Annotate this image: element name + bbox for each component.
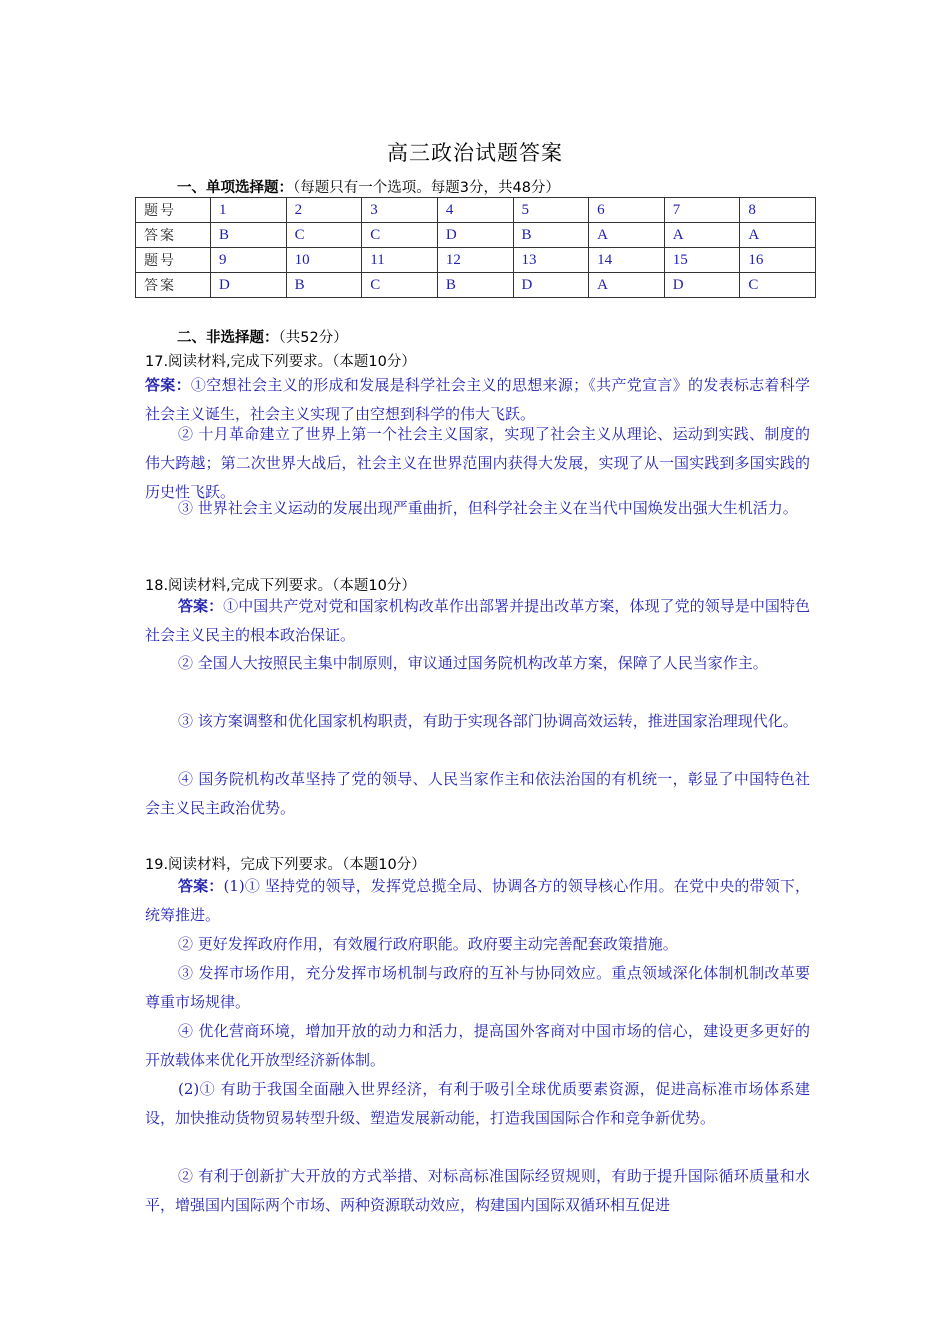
q17-answer-1-text: ①空想社会主义的形成和发展是科学社会主义的思想来源；《共产党宣言》的发表标志着科学社会主义诞生，社会主义实现了由空想到科学的伟大飞跃。 [145,376,810,423]
table-cell: 2 [286,198,362,223]
table-cell: 15 [664,248,740,273]
page-title: 高三政治试题答案 [387,141,563,165]
table-cell: 9 [211,248,287,273]
q17-answer-3: ③ 世界社会主义运动的发展出现严重曲折，但科学社会主义在当代中国焕发出强大生机活力。 [178,499,798,517]
table-cell: B [437,273,513,298]
q19-answer-2: ② 更好发挥政府作用，有效履行政府职能。政府要主动完善配套政策措施。 [178,935,678,953]
section1-heading [177,176,560,197]
section2-label: 二、非选择题： [177,330,279,346]
q19-answer-label: 答案： [178,877,224,895]
q19-answer-3: ③ 发挥市场作用，充分发挥市场机制与政府的互补与协同效应。重点领域深化体制机制改革要尊重市场规律。 [145,964,810,1011]
q18-score: （本题10分） [332,578,416,594]
table-cell: 6 [589,198,665,223]
table-cell: D [664,273,740,298]
table-cell: 8 [740,198,816,223]
q17-answer-2: ② 十月革命建立了世界上第一个社会主义国家，实现了社会主义从理论、运动到实践、制度的伟大跨越；第二次世界大战后，社会主义在世界范围内获得大发展，实现了从一国实践到多国实践的历史性飞跃。 [145,425,810,501]
q19-answer-1 [145,872,810,930]
table-cell: B [211,223,287,248]
row-label: 答案 [136,223,211,248]
table-cell: 5 [513,198,589,223]
table-cell: 10 [286,248,362,273]
table-cell: 4 [437,198,513,223]
q19-answer-4: ④ 优化营商环境，增加开放的动力和活力，提高国外客商对中国市场的信心，建设更多更好的开放载体来优化开放型经济新体制。 [145,1022,810,1069]
table-cell: 14 [589,248,665,273]
table-cell: C [740,273,816,298]
table-cell: C [362,223,438,248]
table-cell: B [513,223,589,248]
table-cell: A [740,223,816,248]
row-label: 答案 [136,273,211,298]
q18-answer-3: ③ 该方案调整和优化国家机构职责，有助于实现各部门协调高效运转，推进国家治理现代化。 [178,712,798,730]
table-cell: 16 [740,248,816,273]
table-cell: D [513,273,589,298]
q18-answer-2: ② 全国人大按照民主集中制原则，审议通过国务院机构改革方案，保障了人民当家作主。 [178,654,768,672]
q17-prompt-text: 17.阅读材料,完成下列要求。 [145,354,333,370]
table-cell: 7 [664,198,740,223]
q18-answer-1-text: ①中国共产党对党和国家机构改革作出部署并提出改革方案，体现了党的领导是中国特色社会主义民主的根本政治保证。 [145,597,810,644]
section2-heading [177,326,348,347]
answer-table-row [136,223,816,248]
answer-table-row [136,248,816,273]
table-cell: A [664,223,740,248]
section1-label: 一、单项选择题： [177,180,293,196]
q18-answer-4: ④ 国务院机构改革坚持了党的领导、人民当家作主和依法治国的有机统一，彰显了中国特色社会主义民主政治优势。 [145,770,810,817]
q19-answer-6: ② 有利于创新扩大开放的方式举措、对标高标准国际经贸规则，有助于提升国际循环质量和水平，增强国内国际两个市场、两种资源联动效应，构建国内国际双循环相互促进 [145,1167,810,1214]
table-cell: A [589,223,665,248]
table-cell: 11 [362,248,438,273]
table-cell: C [286,223,362,248]
q17-prompt [145,350,815,371]
table-cell: B [286,273,362,298]
table-cell: 13 [513,248,589,273]
q19-prompt [145,853,815,874]
q19-answer-5: (2)① 有助于我国全面融入世界经济，有利于吸引全球优质要素资源，促进高标准市场体系建设，加快推动货物贸易转型升级、塑造发展新动能，打造我国国际合作和竞争新优势。 [145,1080,810,1127]
section2-note: （共52分） [278,330,348,346]
q18-prompt-text: 18.阅读材料,完成下列要求。 [145,578,333,594]
q19-answer-1-text: (1)① 坚持党的领导，发挥党总揽全局、协调各方的领导核心作用。在党中央的带领下，统筹推进。 [145,877,810,924]
section1-note: （每题只有一个选项。每题3分，共48分） [293,180,560,196]
q18-answer-label: 答案： [178,597,224,615]
answer-table [135,197,816,298]
table-cell: C [362,273,438,298]
answer-table-row [136,198,816,223]
table-cell: D [437,223,513,248]
q19-score: （本题10分） [342,857,426,873]
row-label: 题号 [136,248,211,273]
q17-answer-label: 答案： [145,376,191,394]
answer-table-row [136,273,816,298]
row-label: 题号 [136,198,211,223]
table-cell: D [211,273,287,298]
q17-score: （本题10分） [332,354,416,370]
table-cell: 12 [437,248,513,273]
table-cell: A [589,273,665,298]
table-cell: 3 [362,198,438,223]
q18-answer-1 [145,592,810,650]
table-cell: 1 [211,198,287,223]
q19-prompt-text: 19.阅读材料，完成下列要求。 [145,857,343,873]
